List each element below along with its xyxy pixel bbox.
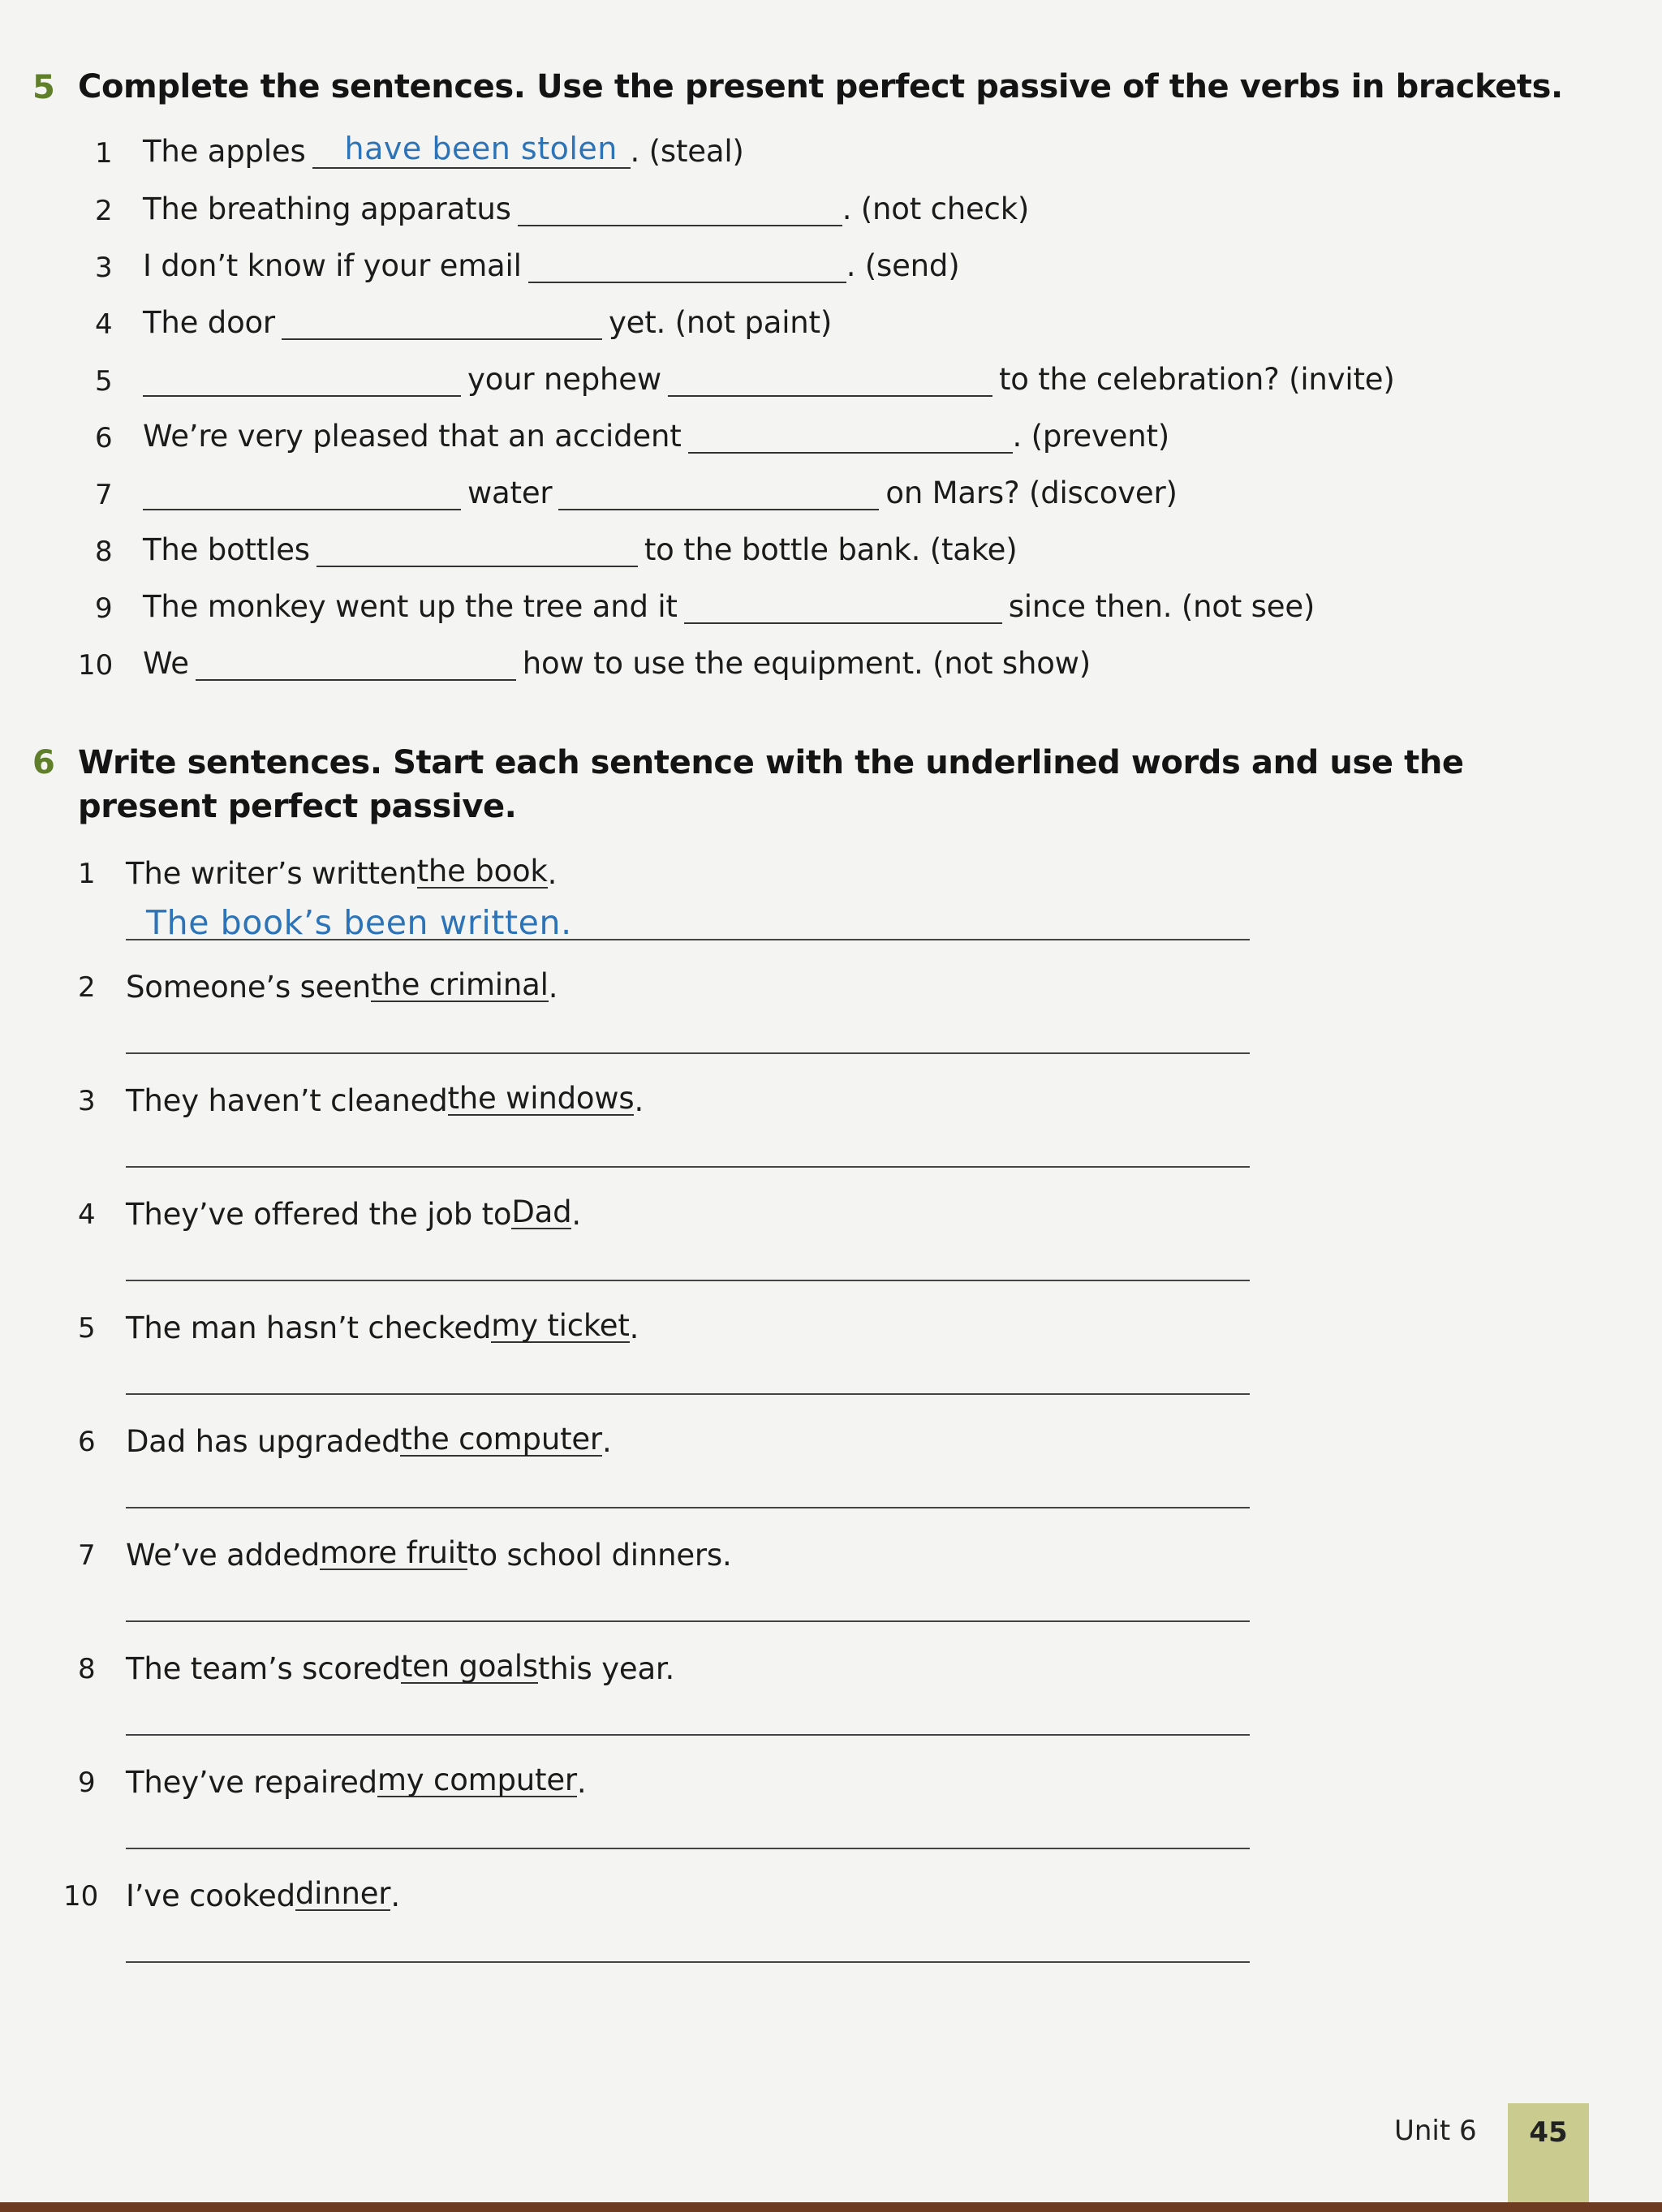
ex5-text: The breathing apparatus: [143, 192, 511, 226]
ex5-text: water: [467, 476, 553, 510]
page-number: 45: [1529, 2116, 1568, 2149]
ex5-item-10: [143, 646, 1091, 681]
answer-line[interactable]: [126, 1734, 1250, 1736]
ex5-item-number: 9: [95, 592, 113, 625]
prompt-text: .: [629, 1310, 639, 1345]
ex5-text: . (steal): [630, 134, 744, 169]
ex5-item-number: 2: [95, 195, 113, 227]
prompt-text: We’ve added: [126, 1538, 321, 1573]
underlined-words: more fruit: [320, 1535, 468, 1570]
ex6-item-number: 2: [78, 971, 96, 1004]
prompt-text: .: [547, 856, 558, 891]
page-number-box: [1508, 2103, 1589, 2202]
underlined-words: the windows: [447, 1081, 635, 1116]
handwritten-answer: have been stolen: [344, 131, 618, 166]
prompt-text: They’ve offered the job to: [126, 1197, 512, 1232]
answer-line[interactable]: [126, 1280, 1250, 1281]
answer-blank[interactable]: [282, 311, 602, 340]
ex5-item-number: 3: [95, 252, 113, 284]
ex6-item-4: [126, 1194, 581, 1232]
ex5-text: I don’t know if your email: [143, 248, 522, 283]
ex6-item-5: [126, 1310, 639, 1343]
ex5-item-number: 8: [95, 536, 113, 568]
ex5-text: . (send): [846, 248, 960, 283]
answer-blank[interactable]: [688, 424, 1013, 454]
ex6-item-number: 1: [78, 858, 96, 890]
ex5-text: The apples: [143, 134, 306, 169]
ex5-text: The bottles: [143, 532, 310, 567]
ex5-item-number: 10: [78, 649, 114, 682]
prompt-text: I’ve cooked: [126, 1878, 295, 1913]
ex6-item-3: [126, 1083, 644, 1116]
ex5-item-9: [143, 589, 1315, 624]
underlined-words: the book: [416, 854, 548, 889]
answer-line[interactable]: [126, 1393, 1250, 1395]
ex5-text: to the celebration? (invite): [998, 362, 1395, 397]
underlined-words: the computer: [400, 1422, 602, 1457]
ex6-item-8: [126, 1651, 674, 1684]
prompt-text: Dad has upgraded: [126, 1424, 401, 1459]
ex5-item-2: [143, 194, 1029, 224]
ex5-text: The door: [143, 305, 275, 340]
ex6-item-2: [126, 967, 558, 1005]
ex5-text: on Mars? (discover): [885, 476, 1178, 510]
exercise-6-instruction-line2: present perfect passive.: [78, 788, 517, 825]
ex6-item-number: 7: [78, 1539, 96, 1572]
ex5-text: We’re very pleased that an accident: [143, 419, 682, 454]
prompt-text: this year.: [537, 1651, 675, 1686]
underlined-words: my computer: [377, 1762, 577, 1797]
unit-label: Unit 6: [1394, 2115, 1477, 2147]
prompt-text: The team’s scored: [126, 1651, 401, 1686]
ex6-item-number: 8: [78, 1653, 96, 1685]
ex5-item-7: [143, 478, 1178, 508]
underlined-words: my ticket: [491, 1308, 630, 1343]
ex5-item-6: [143, 419, 1169, 454]
ex5-text: . (prevent): [1012, 419, 1169, 454]
ex6-item-number: 9: [78, 1767, 96, 1799]
answer-blank[interactable]: [558, 481, 879, 510]
ex5-item-number: 6: [95, 422, 113, 454]
ex5-item-number: 7: [95, 479, 113, 511]
handwritten-answer: The book’s been written.: [146, 903, 572, 942]
exercise-6-instruction-line1: Write sentences. Start each sentence with the underlined words and use the: [78, 744, 1464, 781]
exercise-5-number: 5: [32, 69, 55, 106]
answer-blank[interactable]: [316, 538, 638, 567]
underlined-words: Dad: [511, 1194, 572, 1229]
ex6-item-number: 5: [78, 1312, 96, 1345]
ex5-text: yet. (not paint): [608, 305, 833, 340]
answer-blank[interactable]: [668, 368, 992, 397]
prompt-text: They haven’t cleaned: [126, 1083, 448, 1118]
ex5-item-number: 5: [95, 365, 113, 398]
prompt-text: to school dinners.: [467, 1538, 732, 1573]
ex5-text: to the bottle bank. (take): [644, 532, 1018, 567]
ex6-item-6: [126, 1424, 612, 1457]
ex5-text: your nephew: [467, 362, 661, 397]
answer-blank[interactable]: [518, 197, 842, 226]
ex6-item-1: [126, 856, 557, 889]
ex5-item-4: [143, 305, 833, 340]
underlined-words: ten goals: [400, 1649, 538, 1684]
underlined-words: dinner: [295, 1876, 391, 1911]
answer-line[interactable]: [126, 1848, 1250, 1849]
prompt-text: .: [571, 1197, 581, 1232]
ex6-item-7: [126, 1535, 732, 1573]
ex6-item-number: 6: [78, 1426, 96, 1458]
exercise-6-number: 6: [32, 744, 55, 781]
answer-blank[interactable]: [684, 595, 1002, 624]
ex5-item-3: [143, 248, 960, 283]
answer-line[interactable]: [126, 1166, 1250, 1168]
exercise-5-instruction: Complete the sentences. Use the present perfect passive of the verbs in brackets.: [78, 68, 1563, 105]
prompt-text: .: [548, 970, 558, 1005]
answer-blank[interactable]: [528, 254, 846, 283]
prompt-text: .: [390, 1878, 400, 1913]
ex5-item-8: [143, 532, 1018, 567]
ex6-item-9: [126, 1762, 587, 1800]
prompt-text: .: [601, 1424, 612, 1459]
ex6-item-number: 4: [78, 1199, 96, 1231]
answer-blank[interactable]: [312, 131, 631, 169]
ex5-text: . (not check): [842, 192, 1030, 226]
ex5-item-1: [143, 131, 744, 169]
ex5-text: We: [143, 646, 189, 681]
prompt-text: The writer’s written: [126, 856, 417, 891]
ex5-item-number: 1: [95, 137, 113, 170]
prompt-text: .: [634, 1083, 644, 1118]
ex6-item-number: 10: [63, 1880, 99, 1913]
ex6-item-number: 3: [78, 1085, 96, 1117]
prompt-text: They’ve repaired: [126, 1765, 377, 1800]
answer-line[interactable]: [126, 1961, 1250, 1963]
answer-blank[interactable]: [196, 652, 516, 681]
prompt-text: The man hasn’t checked: [126, 1310, 492, 1345]
answer-blank[interactable]: [143, 368, 461, 397]
answer-line[interactable]: [126, 1620, 1250, 1622]
ex5-text: how to use the equipment. (not show): [522, 646, 1091, 681]
ex5-text: since then. (not see): [1008, 589, 1315, 624]
prompt-text: Someone’s seen: [126, 970, 372, 1005]
ex6-item-10: [126, 1878, 400, 1911]
answer-blank[interactable]: [143, 481, 461, 510]
prompt-text: .: [576, 1765, 587, 1800]
answer-line[interactable]: [126, 1507, 1250, 1508]
answer-line[interactable]: [126, 1052, 1250, 1054]
underlined-words: the criminal: [371, 967, 549, 1002]
ex5-item-5: [143, 362, 1395, 397]
ex5-text: The monkey went up the tree and it: [143, 589, 678, 624]
answer-line[interactable]: [126, 939, 1250, 940]
page-edge: [0, 2202, 1662, 2212]
ex5-item-number: 4: [95, 308, 113, 341]
